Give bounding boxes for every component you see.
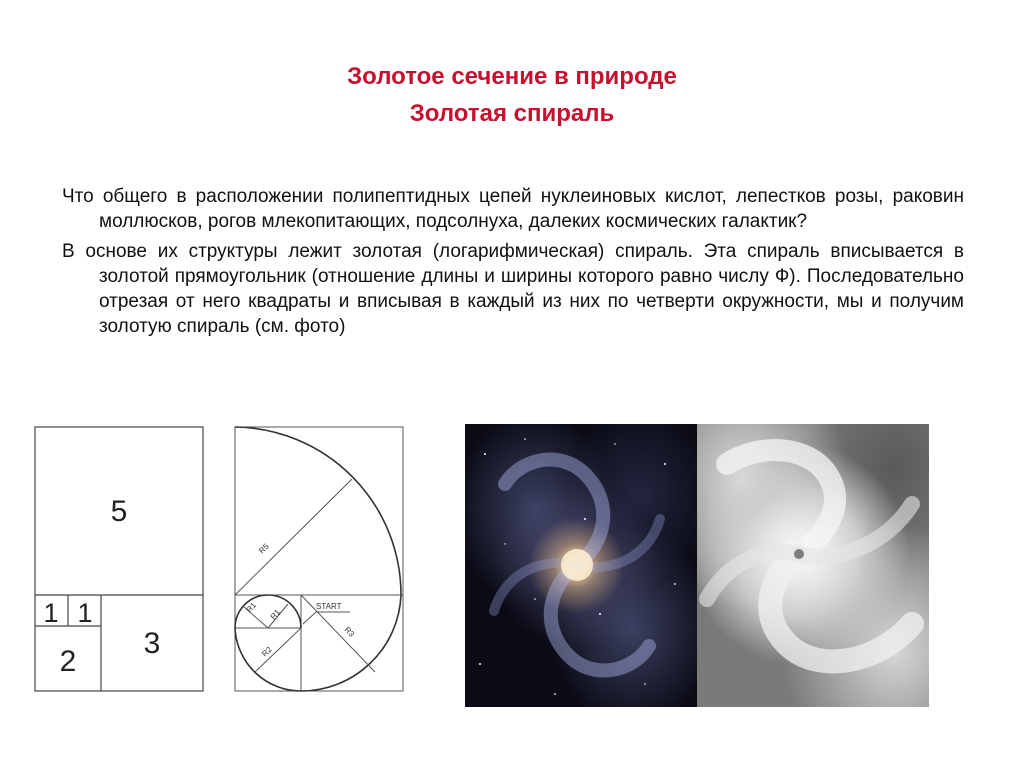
golden-squares-diagram [32,425,208,695]
slide-title [0,58,1024,132]
label-start: START [316,602,342,611]
body-text [62,184,964,344]
label-square-1b: 1 [77,598,93,628]
galaxy-photo [465,424,697,707]
label-square-1a: 1 [43,598,59,628]
label-r1b: R1 [268,607,283,622]
title-line-1: Золотое сечение в природе [347,63,677,90]
label-square-5: 5 [110,495,128,528]
label-r1a: R1 [244,600,259,615]
label-square-3: 3 [143,627,161,660]
paragraph-explanation: В основе их структуры лежит золотая (логарифмическая) спираль. Эта спираль вписывается в золотой прямоугольник (отношение длины и ширины которого равно числу Ф). Последовательно отрезая от него квадраты и вписывая в каждый из них по четверти окружности, мы и получим золотую спираль (см. фото) [62,241,964,337]
title-line-2: Золотая спираль [409,100,615,127]
label-r3: R3 [342,625,357,639]
hurricane-photo [697,424,929,707]
start-pointer-tail [303,612,316,624]
hurricane-clouds [697,424,929,707]
paragraph-question: Что общего в расположении полипептидных цепей нуклеиновых кислот, лепестков розы, раковин моллюсков, рогов млекопитающих, подсолнуха, далеких космических галактик? [62,186,964,232]
label-square-2: 2 [59,645,77,678]
label-r5: R5 [257,541,271,556]
galaxy-arms [465,424,697,707]
radius-r5-line [235,479,352,595]
label-r2: R2 [260,644,274,659]
golden-spiral-diagram [230,424,408,696]
